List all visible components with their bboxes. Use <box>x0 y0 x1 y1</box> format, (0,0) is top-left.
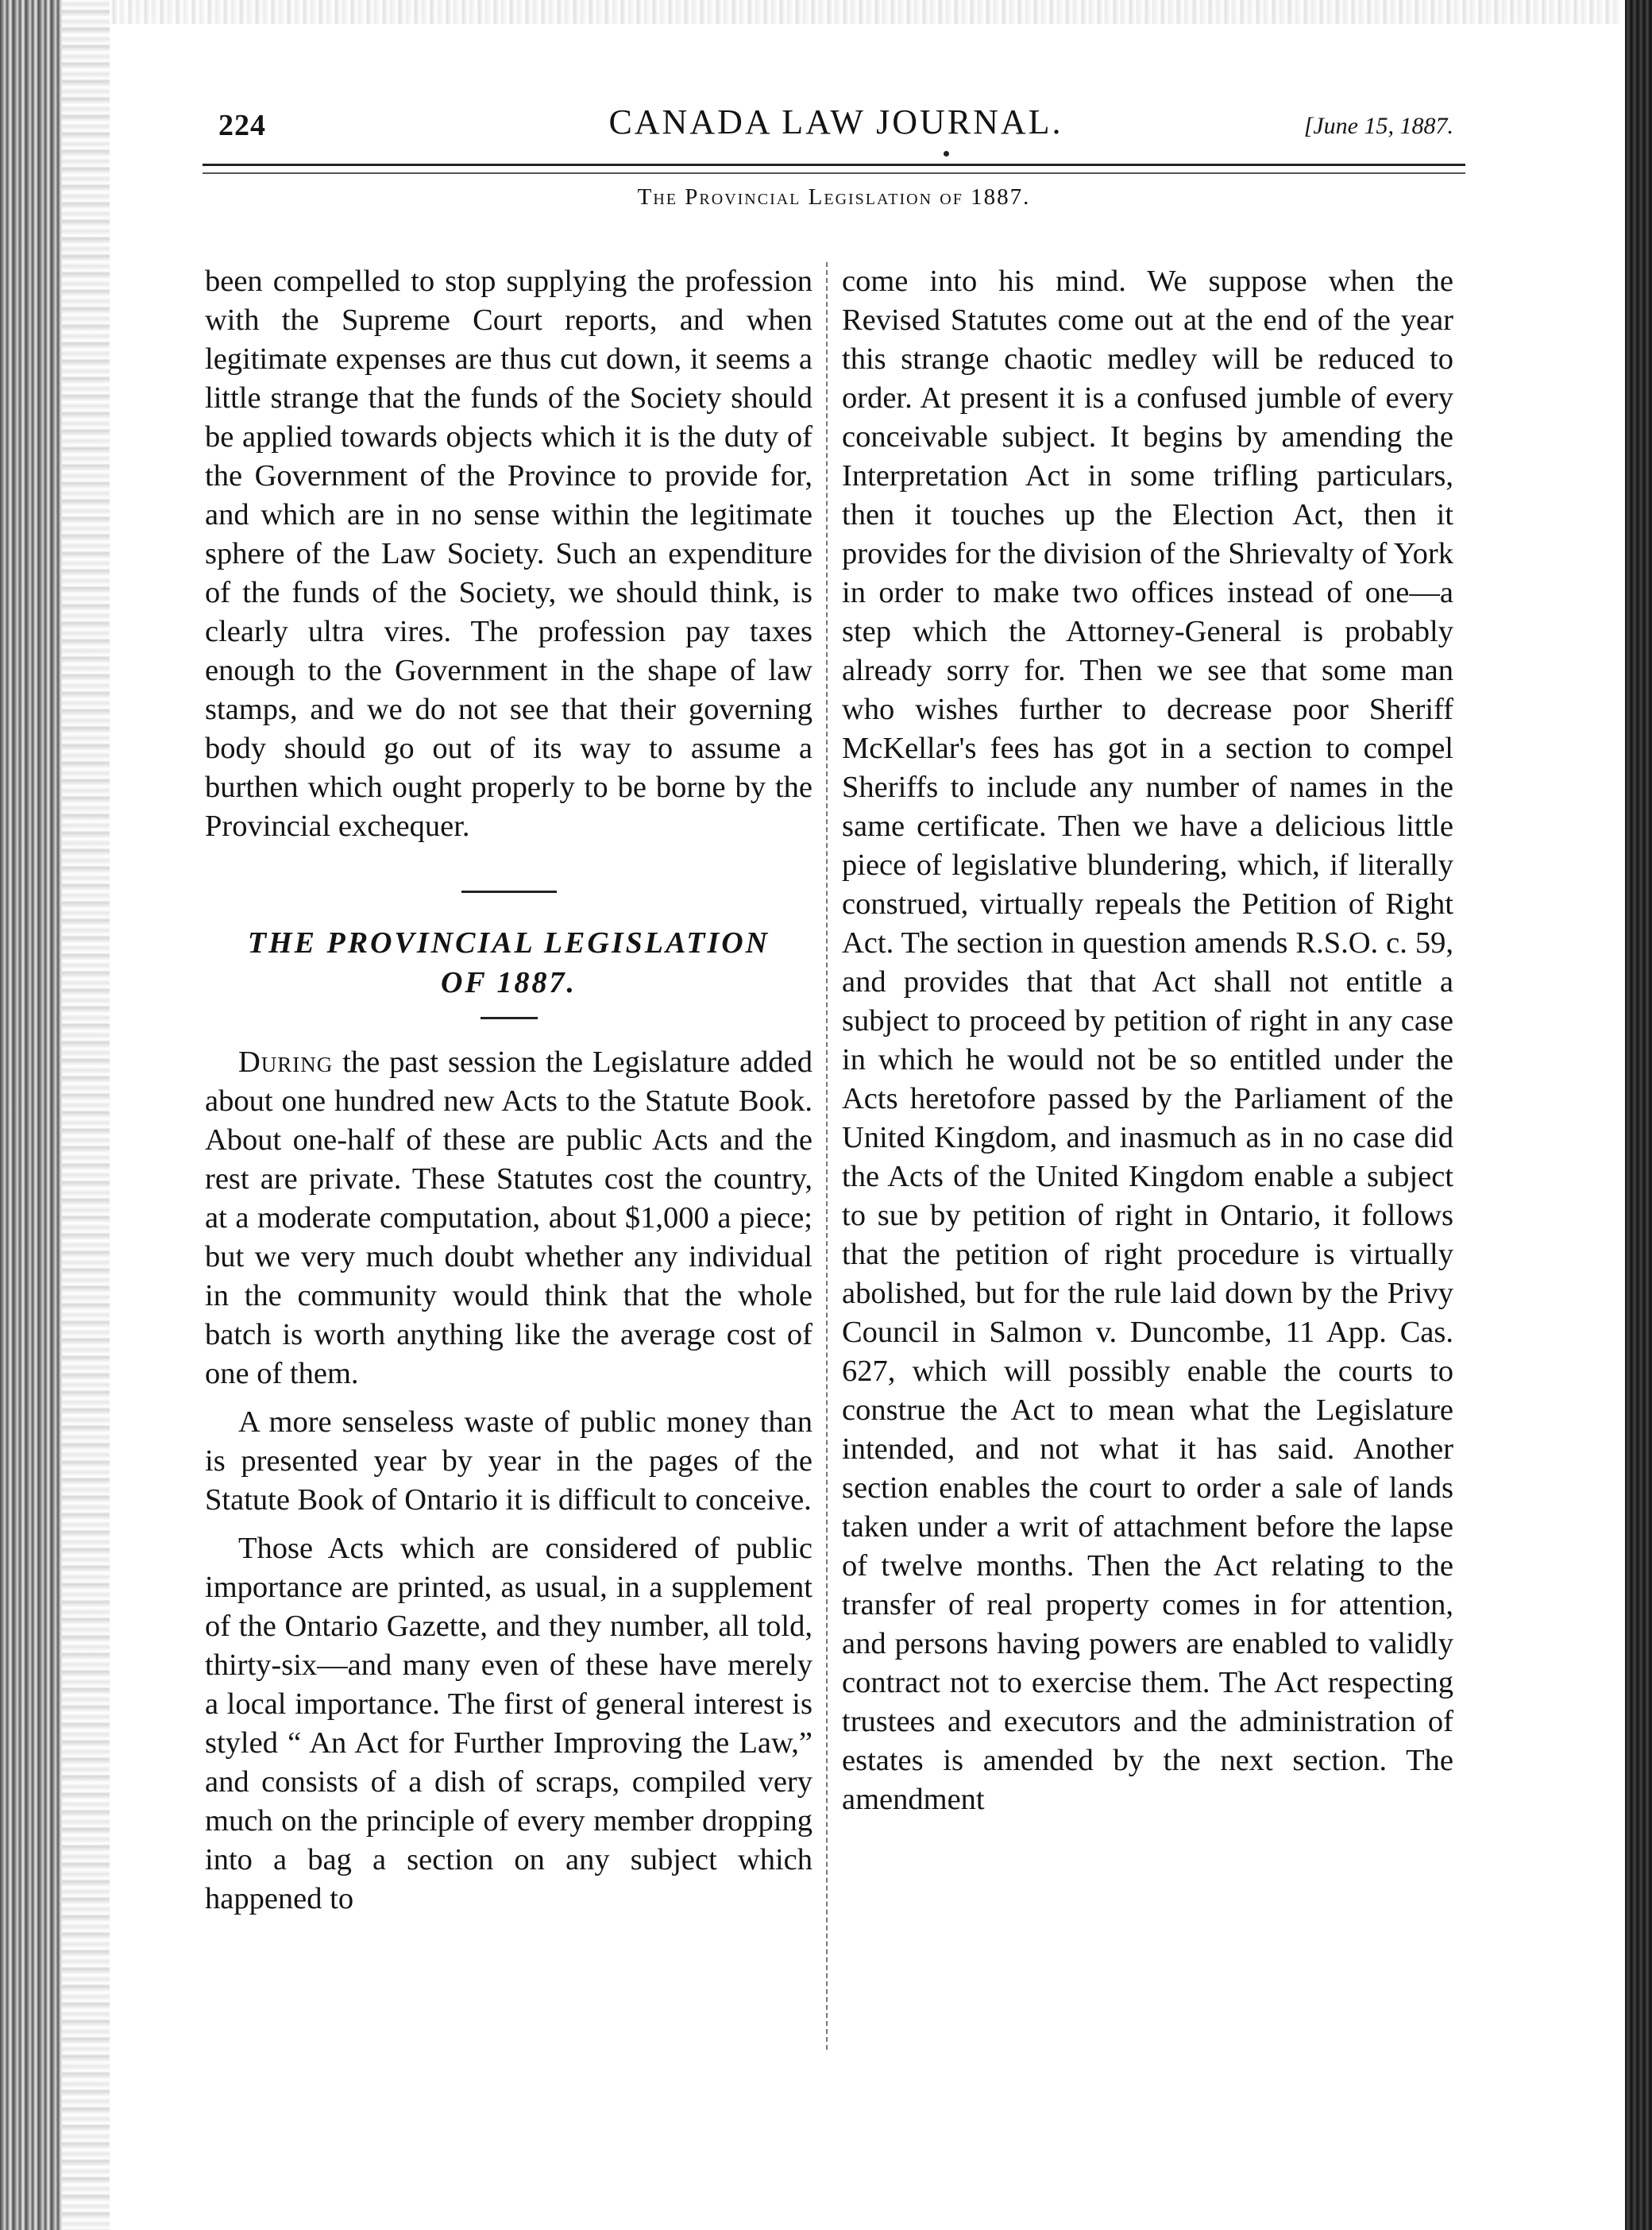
running-head: The Provincial Legislation of 1887. <box>637 184 1031 210</box>
paragraph-3: Those Acts which are considered of public importance are printed, as usual, in a supplement of the Ontario Gazette, and they number, all told, thirty-six—and many even of these have merely a local importance. The first of general interest is styled “ An Act for Further Improving the Law,” and consists of a dish of scraps, compiled very much on the principle of every member dropping into a bag a section on any subject which happened to <box>205 1532 812 1915</box>
paragraph-1-lead: During <box>238 1045 334 1079</box>
section-title-line2: OF 1887. <box>440 966 577 999</box>
section-title <box>205 923 812 1003</box>
continued-paragraph: been compelled to stop supplying the profession with the Supreme Court reports, and when legitimate expenses are thus cut down, it seems a little strange that the funds of the Society should be applied towards objects which it is the duty of the Government of the Province to provide for, and which are in no sense within the legitimate sphere of the Law Society. Such an expenditure of the funds of the Society, we should think, is clearly ultra vires. The profession pay taxes enough to the Government in the shape of law stamps, and we do not see that their governing body should go out of its way to assume a burthen which ought properly to be borne by the Provincial exchequer. <box>205 265 812 843</box>
journal-title: CANADA LAW JOURNAL. <box>608 102 1063 141</box>
column-divider <box>826 262 828 2050</box>
scan-edge-left <box>0 0 62 2230</box>
scan-edge-right <box>1625 0 1652 2230</box>
paragraph-1-text: the past session the Legislature added about one hundred new Acts to the Statute Book. About one-half of these are public Acts and the rest are private. These Statutes cost the country, at a moderate computation, about $1,000 a piece; but we very much doubt whether any individual in the community would think that the whole batch is worth anything like the average cost of one of them. <box>205 1045 812 1390</box>
left-column <box>205 262 812 1919</box>
paragraph-1 <box>205 1043 812 1393</box>
page-header <box>218 102 1453 149</box>
scan-margin-noise <box>62 0 110 2230</box>
issue-date: [June 15, 1887. <box>1303 113 1453 139</box>
right-column <box>842 262 1453 1819</box>
scan-edge-top <box>111 0 1620 24</box>
page-number: 224 <box>218 109 266 142</box>
section-separator-rule <box>461 891 557 893</box>
section-title-line1: THE PROVINCIAL LEGISLATION <box>247 926 770 960</box>
right-column-paragraph: come into his mind. We suppose when the Revised Statutes come out at the end of the year this strange chaotic medley will be reduced to order. At present it is a confused jumble of every conceivable subject. It begins by amending the Interpretation Act in some trifling particulars, then it touches up the Election Act, then it provides for the division of the Shrievalty of York in order to make two offices instead of one—a step which the Attorney-General is probably already sorry for. Then we see that some man who wishes further to decrease poor Sheriff McKellar's fees has got in a section to compel Sheriffs to include any number of names in the same certificate. Then we have a delicious little piece of legislative blundering, which, if literally construed, virtually repeals the Petition of Right Act. The section in question amends R.S.O. c. 59, and provides that that Act shall not entitle a subject to proceed by petition of right in any case in which he would not be so entitled under the Acts heretofore passed by the Parliament of the United Kingdom, and inasmuch as in no case did the Acts of the United Kingdom enable a subject to sue by petition of right in Ontario, it follows that the petition of right procedure is virtually abolished, but for the rule laid down by the Privy Council in Salmon v. Duncombe, 11 App. Cas. 627, which will possibly enable the courts to construe the Act to mean what the Legislature intended, and not what it has said. Another section enables the court to order a sale of lands taken under a writ of attachment before the lapse of twelve months. Then the Act relating to the transfer of real property comes in for attention, and persons having powers are enabled to validly contract not to exercise them. The Act respecting trustees and executors and the administration of estates is amended by the next section. The amendment <box>842 265 1453 1816</box>
title-underline-rule <box>481 1017 538 1019</box>
header-rule-dot <box>944 151 949 157</box>
paragraph-2: A more senseless waste of public money than is presented year by year in the pages of the Statute Book of Ontario it is difficult to conceive. <box>205 1405 812 1517</box>
header-rule <box>203 164 1465 174</box>
